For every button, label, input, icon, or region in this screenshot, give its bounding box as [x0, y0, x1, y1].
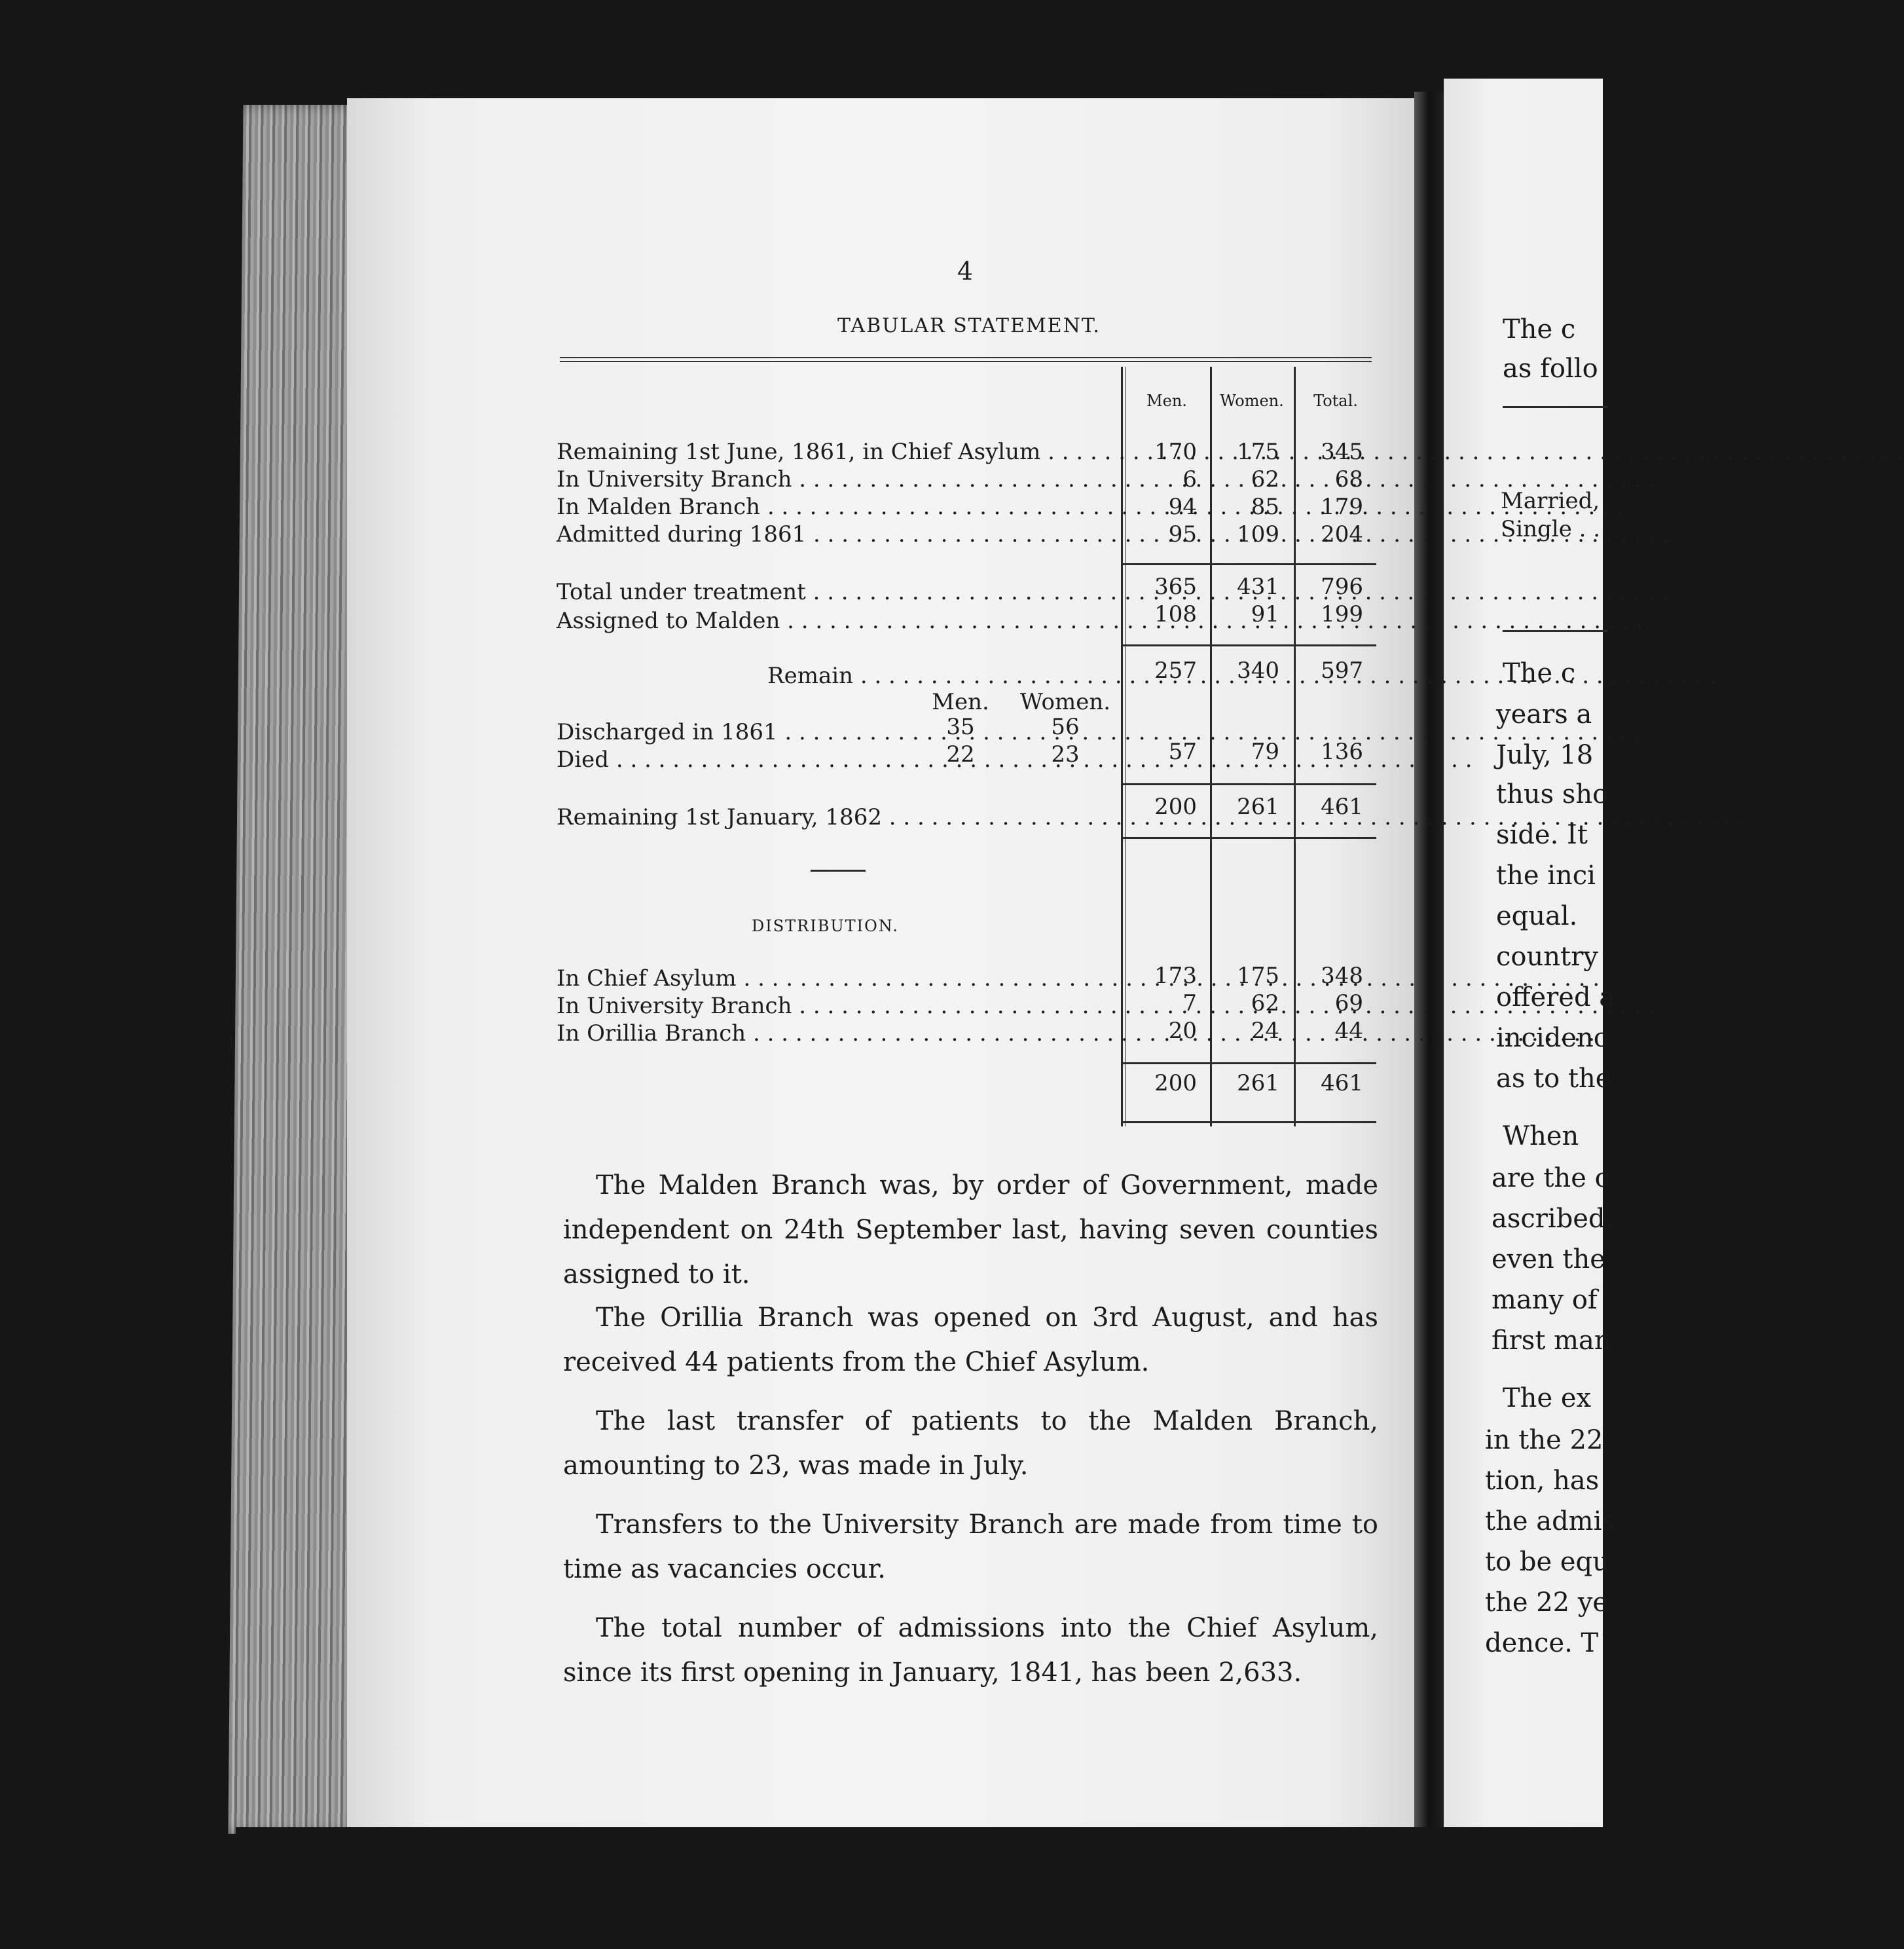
cell-women: 340 — [1237, 658, 1279, 684]
right-page-text: The ex — [1503, 1383, 1592, 1413]
sub-column-header-women: Women. — [1019, 689, 1111, 715]
cell-total: 345 — [1321, 439, 1363, 465]
right-page-text: as follo — [1503, 354, 1598, 384]
cell-total: 348 — [1321, 963, 1363, 989]
table-row-label: In Malden Branch . . . — [557, 494, 1120, 520]
right-page-text: equal. — [1496, 901, 1578, 931]
cell-men: 22 — [946, 741, 975, 768]
table-row-label: Remaining 1st June, 1861, in Chief Asylum . . . — [557, 439, 1120, 465]
cell-men: 257 — [1154, 658, 1197, 684]
paragraph: The total number of admissions into the Chief Asylum, since its first opening in January, 1841, has been 2,633. — [563, 1613, 1378, 1688]
table-row-label: Remaining 1st January, 1862 . . . — [557, 804, 1120, 830]
paragraph: Transfers to the University Branch are made from time to time as vacancies occur. — [563, 1510, 1378, 1584]
table-row-label: Total under treatment . . . — [557, 579, 1120, 605]
right-page-text: in the 22 — [1485, 1425, 1603, 1455]
cell-women: 24 — [1251, 1018, 1279, 1044]
sub-column-header-men: Men. — [932, 689, 989, 715]
column-header-men: Men. — [1146, 392, 1187, 410]
table-row-label: Discharged in 1861 . . . — [557, 719, 910, 745]
section-divider — [811, 870, 866, 872]
cell-women: 79 — [1251, 739, 1279, 765]
cell-men: 365 — [1154, 574, 1197, 600]
right-page-text: to be equ — [1485, 1547, 1609, 1577]
cell-total: 68 — [1334, 466, 1363, 492]
cell-men: 94 — [1168, 494, 1197, 520]
cell-women: 56 — [1051, 714, 1080, 740]
right-page-text: ascribed, — [1492, 1204, 1614, 1234]
cell-total: 461 — [1321, 1070, 1363, 1096]
right-page-rule — [1503, 406, 1607, 408]
right-page-text: Married, — [1501, 488, 1600, 514]
cell-women: 261 — [1237, 1070, 1279, 1096]
cell-men: 95 — [1168, 521, 1197, 548]
right-page-text: thus sho — [1496, 779, 1609, 809]
paragraph: The Malden Branch was, by order of Government, made independent on 24th September last, having seven counties assigned to it. — [563, 1170, 1378, 1290]
paragraph: The last transfer of patients to the Malden Branch, amounting to 23, was made in July. — [563, 1406, 1378, 1481]
column-header-total: Total. — [1313, 392, 1358, 410]
table-row-label: Assigned to Malden . . . — [557, 608, 1120, 634]
right-page-text: even the — [1492, 1244, 1605, 1274]
cell-total: 796 — [1321, 574, 1363, 600]
cell-men: 7 — [1182, 990, 1197, 1016]
cell-men: 57 — [1168, 739, 1197, 765]
cell-total: 597 — [1321, 658, 1363, 684]
cell-women: 261 — [1237, 794, 1279, 820]
cell-total: 69 — [1334, 990, 1363, 1016]
cell-total: 44 — [1334, 1018, 1363, 1044]
distribution-title: DISTRIBUTION. — [752, 917, 899, 935]
right-page-text: the 22 ye — [1485, 1587, 1609, 1618]
cell-women: 91 — [1251, 601, 1279, 627]
table-rule — [1121, 1121, 1376, 1123]
table-row-label: Died . . . — [557, 747, 910, 773]
right-page-text: The c — [1503, 658, 1576, 688]
cell-women: 85 — [1251, 494, 1279, 520]
right-page-text: tion, has — [1485, 1466, 1600, 1496]
table-row-label: Remain . . . — [767, 663, 1121, 689]
cell-total: 199 — [1321, 601, 1363, 627]
cell-total: 204 — [1321, 521, 1363, 548]
table-rule — [1121, 1062, 1376, 1064]
right-page-text: July, 18 — [1496, 740, 1594, 770]
table-row-label: In University Branch . . . — [557, 466, 1120, 492]
table-row-label: In Orillia Branch . . . — [557, 1020, 1120, 1047]
cell-total: 136 — [1321, 739, 1363, 765]
page-heading: TABULAR STATEMENT. — [837, 314, 1101, 337]
cell-women: 109 — [1237, 521, 1279, 548]
right-page-text: the inci — [1496, 861, 1596, 891]
cell-total: 179 — [1321, 494, 1363, 520]
cell-men: 35 — [946, 714, 975, 740]
right-page-text: years a — [1496, 699, 1592, 730]
table-rule — [1121, 783, 1376, 785]
right-page-text: Single . . — [1501, 516, 1601, 542]
cell-men: 20 — [1168, 1018, 1197, 1044]
right-page-text: first man — [1492, 1326, 1611, 1356]
right-page-rule — [1503, 630, 1607, 632]
right-page-text: as to the — [1496, 1064, 1611, 1094]
right-page-text: the admis — [1485, 1506, 1615, 1536]
book-gutter — [1414, 92, 1447, 1834]
right-page-text: dence. T — [1485, 1628, 1599, 1658]
right-page-text: When — [1503, 1121, 1579, 1151]
right-page-text: country — [1496, 942, 1598, 972]
cell-women: 431 — [1237, 574, 1279, 600]
cell-women: 175 — [1237, 439, 1279, 465]
cell-women: 62 — [1251, 990, 1279, 1016]
cell-women: 62 — [1251, 466, 1279, 492]
table-rule — [1121, 837, 1376, 839]
background-top — [609, 79, 1421, 98]
right-page-text: incidenc — [1496, 1023, 1609, 1053]
cell-women: 175 — [1237, 963, 1279, 989]
right-page-text: are the c — [1492, 1163, 1609, 1193]
heading-rule — [560, 357, 1372, 362]
cell-men: 170 — [1154, 439, 1197, 465]
table-row-label: In Chief Asylum . . . — [557, 965, 1120, 992]
cell-men: 6 — [1182, 466, 1197, 492]
cell-men: 173 — [1154, 963, 1197, 989]
right-page-text: side. It — [1496, 820, 1588, 850]
cell-women: 23 — [1051, 741, 1080, 768]
column-header-women: Women. — [1220, 392, 1284, 410]
table-rule — [1121, 563, 1376, 565]
page-number: 4 — [957, 257, 974, 286]
right-page-text: many of — [1492, 1285, 1598, 1315]
table-row-label: In University Branch . . . — [557, 993, 1120, 1019]
cell-men: 200 — [1154, 1070, 1197, 1096]
cell-men: 108 — [1154, 601, 1197, 627]
cell-men: 200 — [1154, 794, 1197, 820]
table-row-label: Admitted during 1861 . . . — [557, 521, 1120, 548]
background-bottom — [236, 1827, 1603, 1949]
table-rule — [1121, 644, 1376, 646]
right-page-text: offered a — [1496, 982, 1615, 1012]
cell-total: 461 — [1321, 794, 1363, 820]
right-page-text: The c — [1503, 314, 1576, 344]
paragraph: The Orillia Branch was opened on 3rd August, and has received 44 patients from the Chief Asylum. — [563, 1303, 1378, 1377]
